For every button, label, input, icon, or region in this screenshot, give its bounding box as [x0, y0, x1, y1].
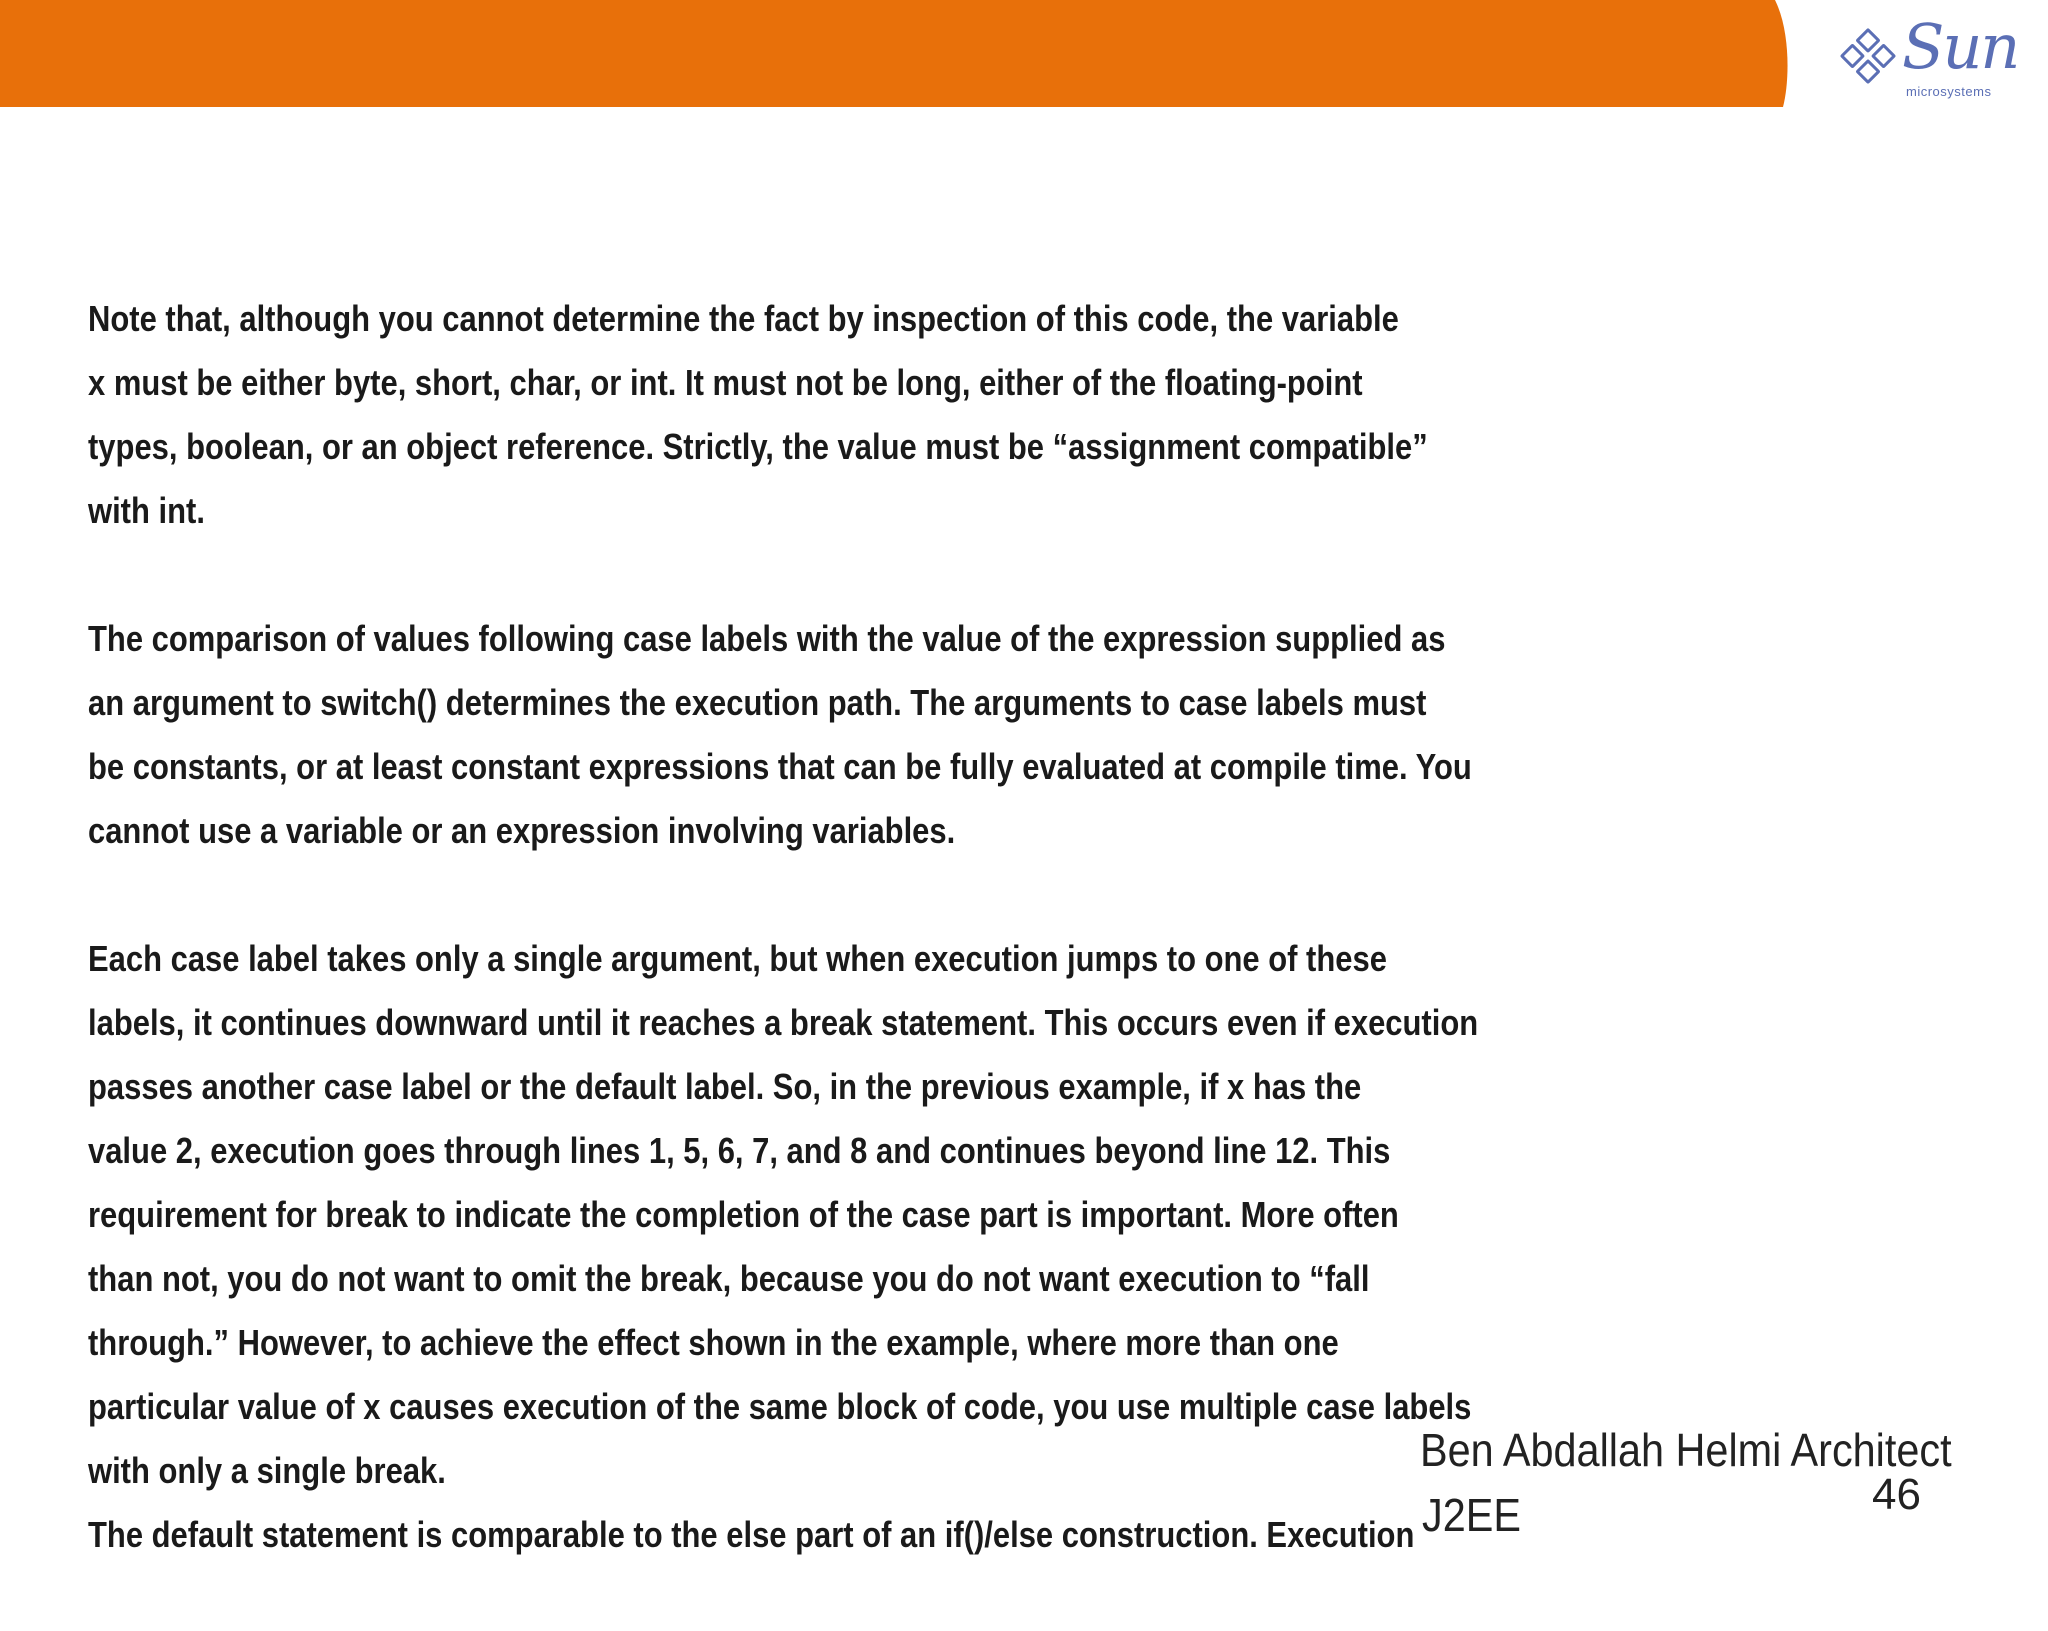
- text-line: Note that, although you cannot determine the fact by inspection of this code, the variable: [88, 298, 1399, 339]
- logo-brand-text: Sun: [1902, 10, 2019, 83]
- text-line: Each case label takes only a single argument, but when execution jumps to one of these: [88, 938, 1387, 979]
- text-line: with int.: [88, 490, 205, 531]
- text-line: an argument to switch() determines the execution path. The arguments to case labels must: [88, 682, 1427, 723]
- text-line: with only a single break.: [88, 1450, 446, 1491]
- logo-subtitle-text: microsystems: [1906, 84, 1992, 99]
- text-line: through.” However, to achieve the effect shown in the example, where more than one: [88, 1322, 1339, 1363]
- sun-logo-icon: [1838, 26, 1898, 86]
- text-line: particular value of x causes execution of the same block of code, you use multiple case labels: [88, 1386, 1472, 1427]
- paragraph-3: [88, 927, 1568, 1567]
- body-text: [88, 287, 1568, 1631]
- text-line: The comparison of values following case labels with the value of the expression supplied as: [88, 618, 1446, 659]
- text-line: labels, it continues downward until it reaches a break statement. This occurs even if execution: [88, 1002, 1479, 1043]
- page-number: 46: [1872, 1470, 1921, 1519]
- sun-logo: [1838, 10, 2019, 102]
- text-line: be constants, or at least constant expressions that can be fully evaluated at compile time. You: [88, 746, 1472, 787]
- text-line: x must be either byte, short, char, or int. It must not be long, either of the floating-point: [88, 362, 1363, 403]
- footer-author-line2: J2EE: [1422, 1489, 1521, 1541]
- header-band: [0, 0, 2048, 107]
- paragraph-2: [88, 607, 1568, 863]
- text-line: types, boolean, or an object reference. Strictly, the value must be “assignment compatible”: [88, 426, 1428, 467]
- paragraph-1: [88, 287, 1568, 543]
- text-line: passes another case label or the default label. So, in the previous example, if x has the: [88, 1066, 1362, 1107]
- text-line: cannot use a variable or an expression involving variables.: [88, 810, 956, 851]
- text-line: value 2, execution goes through lines 1, 5, 6, 7, and 8 and continues beyond line 12. This: [88, 1130, 1391, 1171]
- text-line: The default statement is comparable to the else part of an if()/else construction. Execution: [88, 1514, 1415, 1555]
- text-line: than not, you do not want to omit the break, because you do not want execution to “fall: [88, 1258, 1370, 1299]
- footer-author: Ben Abdallah Helmi Architect: [1420, 1424, 1952, 1476]
- text-line: requirement for break to indicate the completion of the case part is important. More often: [88, 1194, 1399, 1235]
